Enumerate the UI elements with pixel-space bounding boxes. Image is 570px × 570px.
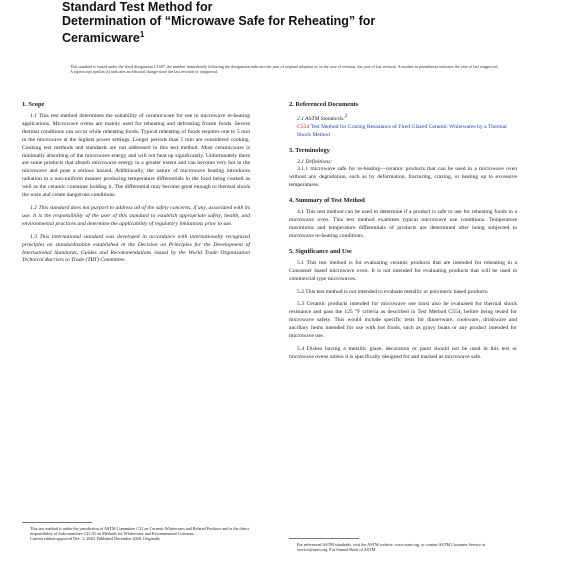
para-1-3: 1.3 This international standard was developed in accordance with internationally recognized principles on standardization established in the Decision on Principles for the Development of International Standards, Guides and Recommendations issued by the World Trade Organization Technical Barriers to Trade (TBT) Committee. — [22, 233, 250, 264]
para-5-2: 5.2 This test method is not intended to evaluate metallic or polymeric based products. — [297, 288, 489, 295]
reference-code[interactable]: C554 — [297, 123, 310, 130]
section-2-heading: 2. Referenced Documents — [289, 101, 359, 108]
section-4-heading: 4. Summary of Test Method — [289, 197, 365, 205]
title-line-3-text: Ceramicware — [62, 31, 140, 46]
para-5-3: 5.3 Ceramic products intended for microwave use must also be evaluated for thermal shock resistance and pass the 125 °F criteria as described in Test Method C554, before being tested for microwave safety. This would include specific tests for dinnerware, cookware, drinkware and ancillary items intended for use with hot foods, such as gravy boats or any product intended for microwave use. — [289, 301, 517, 340]
para-1-1: 1.1 This test method determines the suitability of ceramicware for use in microwave re-heating applications. Microwave ovens are mainly used for reheating and defrosting frozen foods. Severe thermal conditions can occur while reheating foods. Typical reheating of foods requires one to 5 min in the microwave at the highest power settings. Longer periods than 5 min are considered cooking. Cooking test methods and standards are not addressed in this test method. Most ceramicware is minimally absorbing of the microwave energy and will not heat up significantly. Unfortunately there are some products that absorb microwave energy to a greater extent and can become very hot in the microwave and pose a serious hazard. Additionally, the nature of microwave heating introduces radiation in a non-uniform manner producing temperature differentials in the food being cooked as well as the ceramic container holding it. The differential may become great enough to thermal shock the ware and create dangerous conditions. — [22, 113, 250, 199]
footnote-1 — [22, 526, 250, 542]
astm-standards-label: 2.1 ASTM Standards: — [297, 115, 346, 122]
title-block — [62, 0, 522, 45]
title-line-2: Determination of “Microwave Safe for Reheating” for — [62, 14, 376, 28]
right-column — [289, 94, 517, 367]
para-4-1: 4.1 This test method can be used to determine if a product is safe to use for reheating foods in a microwave oven. This test method examines typical microwave use conditions. Temperature maximums and temperature differentials of products are determined after being subjected to microwave re-heating conditions. — [289, 209, 517, 239]
designation-notice: This standard is issued under the fixed designation C1607; the number immediately following the designation indicates the year of original adoption or, in the case of revision, the year of last revision. A number in parentheses indicates the year of last reapproval. A superscript epsilon (ε) indicates an editorial change since the last revision or reapproval. — [70, 64, 499, 75]
reference-title[interactable]: Test Method for Crazing Resistance of Fired Glazed Ceramic Whitewares by a Thermal Shock Method — [297, 123, 507, 138]
section-1-heading: 1. Scope — [22, 101, 45, 108]
section-5-heading: 5. Significance and Use — [289, 247, 352, 255]
definitions-label: 3.1 Definitions: — [297, 158, 333, 165]
footnote-2 — [289, 542, 517, 552]
title-line-3 — [62, 28, 522, 45]
reference-c554[interactable] — [289, 124, 517, 140]
footnote-1-edition: Current edition approved Dec. 1, 2020. Published December 2020. Originally — [30, 536, 161, 542]
footnote-rule-right — [289, 538, 359, 539]
para-2-1 — [289, 113, 517, 124]
para-1-2: 1.2 This standard does not purport to address all of the safety concerns, if any, associated with its use. It is the responsibility of the user of this standard to establish appropriate safety, health, and environmental practices and determine the applicability of regulatory limitations prior to use. — [22, 204, 250, 227]
title-footnote-marker: 1 — [139, 30, 145, 39]
section-3-heading: 3. Terminology — [289, 146, 330, 154]
footnote-rule-left — [22, 522, 92, 523]
title-line-1: Standard Test Method for — [62, 0, 213, 14]
footnote-2-marker: 2 — [345, 114, 348, 119]
footnote-1-text: This test method is under the jurisdiction of ASTM Committee C21 on Ceramic Whitewares and Related Products and is the direct responsibility of Subcommittee C21.03 on Methods for Whitewares and Environmental Concerns. — [30, 526, 250, 537]
para-5-4: 5.4 Dishes having a metallic glaze, decoration or paint should not be used in this test or microwave ovens unless it is specifically designed for and marked as microwave safe. — [289, 345, 517, 360]
para-5-1: 5.1 This test method is for evaluating ceramic products that are intended for reheating in a Consumer based microwave oven. It is not intended for evaluating products that will be used in commercial type microwaves. — [289, 259, 517, 282]
footnote-2-text: For referenced ASTM standards, visit the ASTM website, www.astm.org, or contact ASTM Customer Service at service@astm.org. For Annual Book of ASTM — [297, 542, 486, 553]
left-column — [22, 94, 250, 270]
para-3-1-1: 3.1.1 microwave safe for re-heating—ceramic products that can be used in a microwave oven without any degradation, such as by deformation, fracturing, crazing, or heating up to excessive temperatures. — [289, 166, 517, 189]
